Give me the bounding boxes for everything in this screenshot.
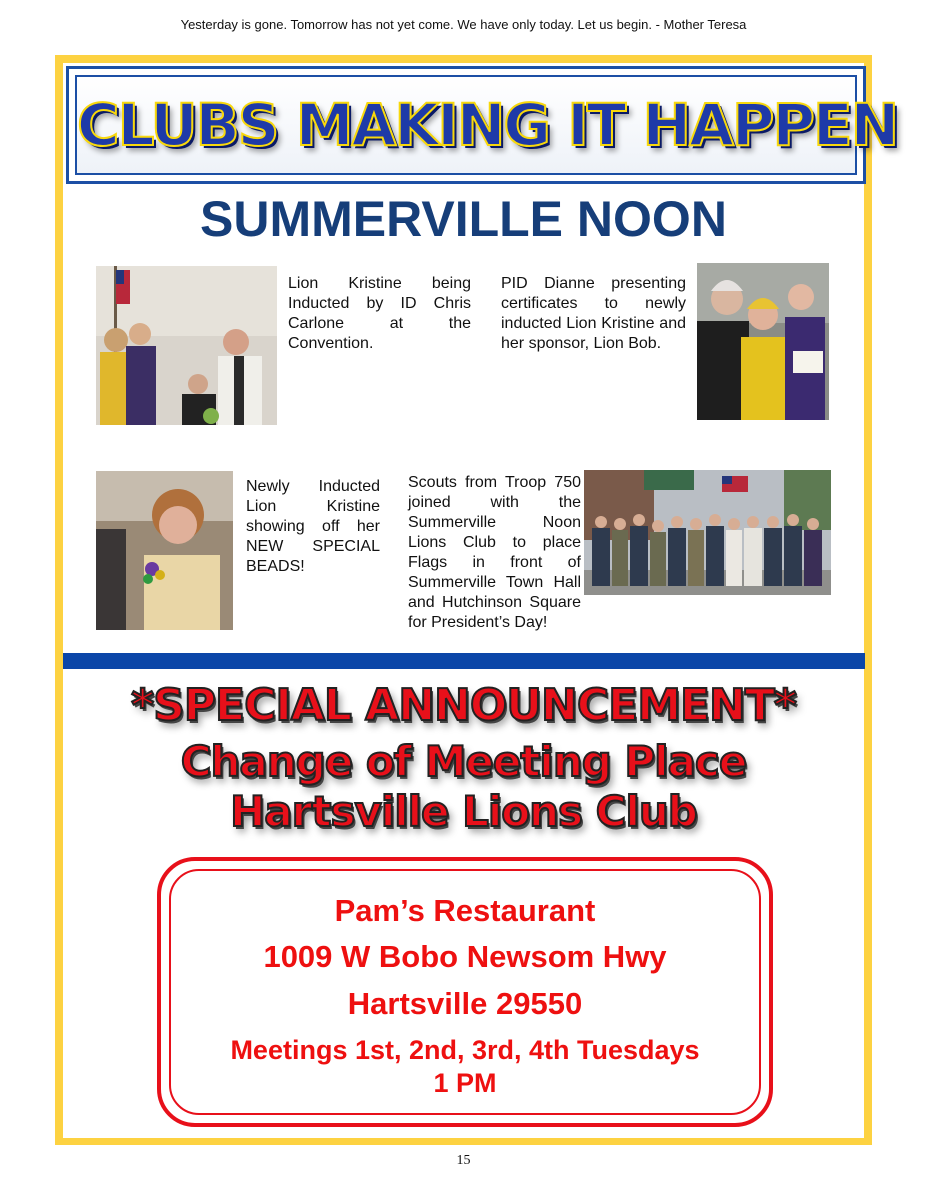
induction-photo bbox=[96, 266, 277, 425]
announcement-subheading: Change of Meeting Place bbox=[180, 737, 747, 786]
scouts-caption: Scouts from Troop 750 joined with the Summerville Noon Lions Club to place Flags in front of Summerville Town Hall and Hutchinson Square for President’s Day! bbox=[408, 474, 581, 631]
meeting-time: 1 PM bbox=[433, 1068, 497, 1098]
meeting-city: Hartsville 29550 bbox=[347, 986, 583, 1021]
beads-caption: Newly Inducted Lion Kristine showing off her NEW SPECIAL BEADS! bbox=[246, 478, 380, 575]
banner-title: CLUBS MAKING IT HAPPEN bbox=[77, 91, 898, 159]
certificates-photo bbox=[697, 263, 829, 420]
meeting-address: 1009 W Bobo Newsom Hwy bbox=[263, 939, 667, 974]
page-number: 15 bbox=[456, 1153, 471, 1168]
meeting-info-box bbox=[157, 857, 773, 1127]
banner-inner-border bbox=[75, 75, 898, 175]
announcement-heading: *SPECIAL ANNOUNCEMENT* bbox=[131, 680, 796, 731]
beads-photo bbox=[96, 471, 233, 630]
certificates-caption: PID Dianne presenting certificates to newly inducted Lion Kristine and her sponsor, Lion Bob. bbox=[501, 275, 686, 352]
club-name-heading: SUMMERVILLE NOON bbox=[200, 191, 727, 247]
induction-caption: Lion Kristine being Inducted by ID Chris Carlone at the Convention. bbox=[288, 275, 471, 352]
section-divider-bar bbox=[63, 653, 865, 669]
meeting-schedule: Meetings 1st, 2nd, 3rd, 4th Tuesdays bbox=[230, 1035, 700, 1065]
scouts-photo bbox=[584, 470, 831, 595]
meeting-venue: Pam’s Restaurant bbox=[334, 893, 596, 928]
announcement-club-name: Hartsville Lions Club bbox=[230, 787, 697, 836]
header-quote: Yesterday is gone. Tomorrow has not yet come. We have only today. Let us begin. - Mother Teresa bbox=[180, 17, 747, 32]
section-banner bbox=[66, 66, 898, 184]
